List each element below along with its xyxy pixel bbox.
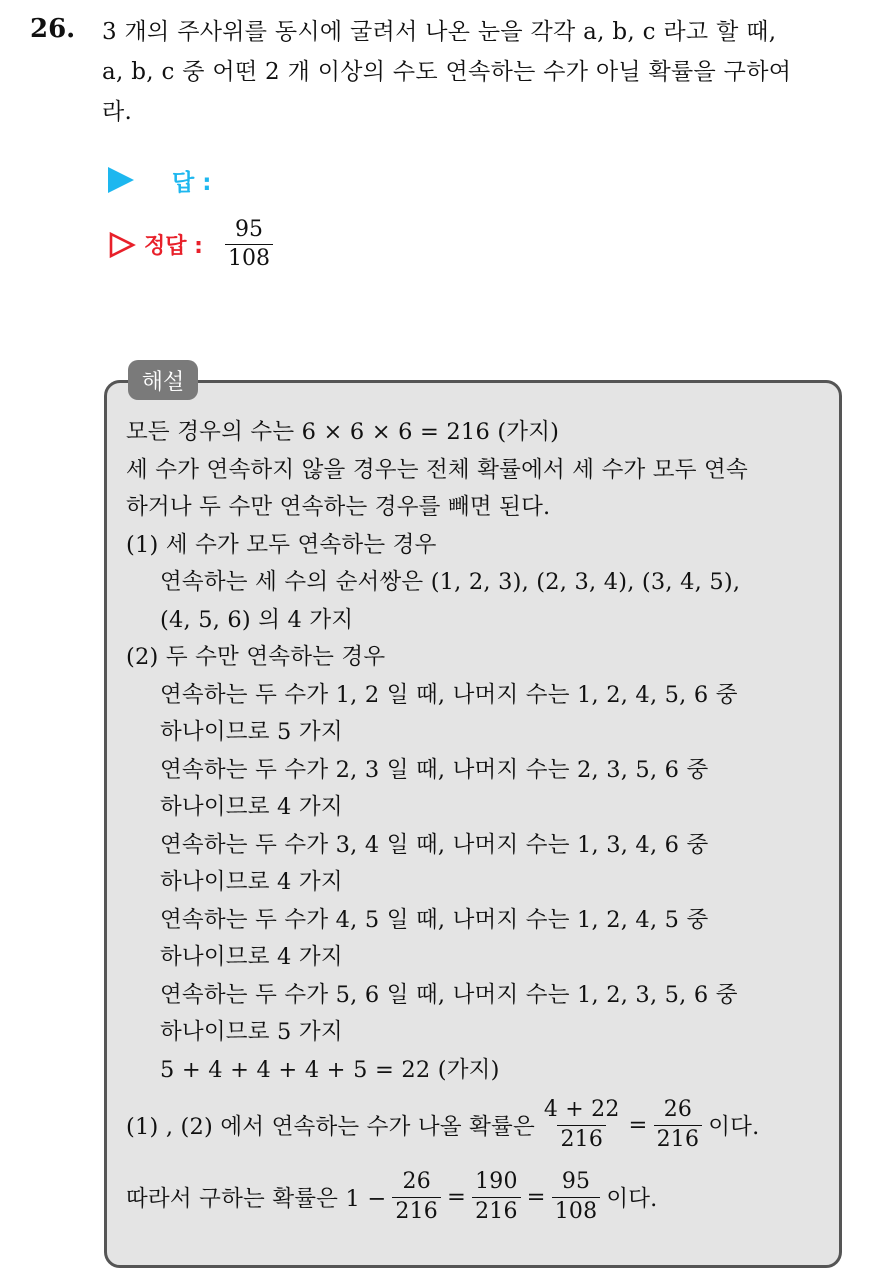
fraction-numerator: 26 <box>663 1097 693 1123</box>
answer-label: 답 : <box>172 169 212 196</box>
fraction-numerator: 95 <box>561 1169 591 1195</box>
explanation-line: 연속하는 두 수가 3, 4 일 때, 나머지 수는 1, 3, 4, 6 중 <box>160 831 709 858</box>
explanation-line: (2) 두 수만 연속하는 경우 <box>126 644 386 670</box>
fraction-denominator: 108 <box>552 1197 601 1224</box>
explanation-line: 연속하는 세 수의 순서쌍은 (1, 2, 3), (2, 3, 4), (3, 4, 5), <box>160 569 741 595</box>
explanation-line: 모든 경우의 수는 6 × 6 × 6 = 216 (가지) <box>126 419 560 445</box>
explanation-body <box>126 414 828 1233</box>
answer-row <box>108 162 211 198</box>
question-text <box>102 12 867 132</box>
fraction <box>541 1098 623 1151</box>
explanation-line: 연속하는 두 수가 2, 3 일 때, 나머지 수는 2, 3, 5, 6 중 <box>160 756 709 783</box>
question-line: 3 개의 주사위를 동시에 굴려서 나온 눈을 각각 a, b, c 라고 할 때, <box>102 19 777 45</box>
probability-prefix: (1) , (2) 에서 연속하는 수가 나올 확률은 <box>126 1114 535 1140</box>
explanation-line: 하나이므로 5 가지 <box>160 1019 343 1045</box>
explanation-line: (1) 세 수가 모두 연속하는 경우 <box>126 531 437 558</box>
explanation-line: 하나이므로 5 가지 <box>160 719 343 745</box>
equals-sign: = <box>526 1184 546 1210</box>
explanation-line: (4, 5, 6) 의 4 가지 <box>160 606 354 633</box>
fraction-denominator: 108 <box>225 244 273 271</box>
final-prefix: 따라서 구하는 확률은 1 − <box>126 1186 387 1212</box>
explanation-line: 세 수가 연속하지 않을 경우는 전체 확률에서 세 수가 모두 연속 <box>126 456 748 483</box>
probability-line <box>126 1089 828 1161</box>
explanation-line: 5 + 4 + 4 + 4 + 5 = 22 (가지) <box>160 1056 500 1083</box>
play-triangle-icon <box>108 167 134 193</box>
final-line <box>126 1161 828 1233</box>
explanation-line: 하나이므로 4 가지 <box>160 869 343 895</box>
explanation-line: 하나이므로 4 가지 <box>160 944 343 970</box>
fraction <box>392 1170 441 1223</box>
question-line: 라. <box>102 99 133 125</box>
fraction-denominator: 216 <box>654 1125 703 1152</box>
fraction-denominator: 216 <box>392 1197 441 1224</box>
fraction-denominator: 216 <box>557 1125 606 1152</box>
explanation-line: 연속하는 두 수가 4, 5 일 때, 나머지 수는 1, 2, 4, 5 중 <box>160 906 709 933</box>
explanation-line: 하거나 두 수만 연속하는 경우를 빼면 된다. <box>126 494 551 520</box>
fraction-numerator: 26 <box>402 1169 431 1195</box>
outline-triangle-icon <box>108 231 136 259</box>
explanation-line: 하나이므로 4 가지 <box>160 794 343 820</box>
probability-suffix: 이다. <box>708 1114 760 1140</box>
fraction-numerator: 190 <box>475 1169 518 1195</box>
explanation-line: 연속하는 두 수가 1, 2 일 때, 나머지 수는 1, 2, 4, 5, 6 중 <box>160 681 738 708</box>
correct-answer-row <box>108 218 279 271</box>
fraction-denominator: 216 <box>472 1197 521 1224</box>
final-suffix: 이다. <box>606 1186 658 1212</box>
equals-sign: = <box>628 1112 648 1138</box>
fraction-numerator: 95 <box>234 217 263 242</box>
equals-sign: = <box>447 1184 467 1210</box>
fraction <box>552 1170 601 1223</box>
explanation-line: 연속하는 두 수가 5, 6 일 때, 나머지 수는 1, 2, 3, 5, 6 중 <box>160 981 738 1008</box>
explanation-tag: 해설 <box>128 360 198 400</box>
fraction <box>654 1098 703 1151</box>
correct-answer-fraction <box>225 218 273 271</box>
fraction <box>472 1170 521 1223</box>
fraction-numerator: 4 + 22 <box>543 1097 620 1123</box>
correct-answer-label: 정답 : <box>144 234 203 260</box>
question-line: a, b, c 중 어떤 2 개 이상의 수도 연속하는 수가 아닐 확률을 구하여 <box>102 59 792 85</box>
question-number: 26. <box>30 14 76 44</box>
